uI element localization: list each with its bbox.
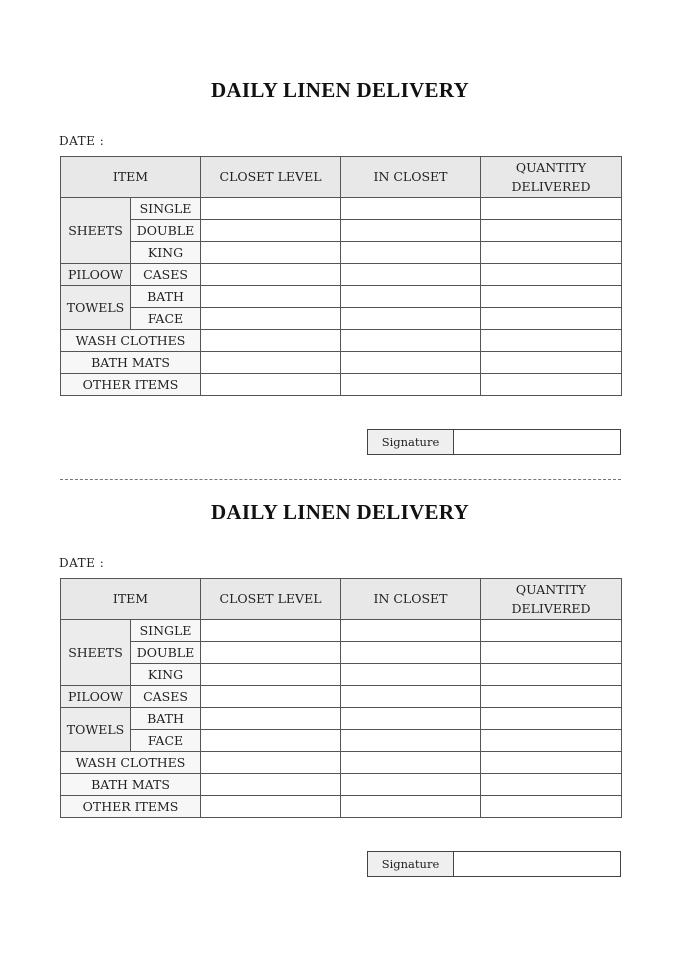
table-row [61, 264, 622, 286]
item-bath-mats: BATH MATS [61, 352, 201, 374]
table-row [61, 752, 622, 774]
closet-level-cell[interactable] [201, 796, 341, 818]
item-double: DOUBLE [131, 642, 201, 664]
in-closet-cell[interactable] [341, 642, 481, 664]
table-row [61, 374, 622, 396]
date-label: DATE : [59, 556, 105, 570]
group-sheets: SHEETS [61, 198, 131, 264]
header-item: ITEM [61, 157, 201, 198]
closet-level-cell[interactable] [201, 774, 341, 796]
header-item: ITEM [61, 579, 201, 620]
linen-table [60, 156, 622, 396]
group-towels: TOWELS [61, 708, 131, 752]
header-quantity-delivered: QUANTITY DELIVERED [481, 157, 622, 198]
linen-table [60, 578, 622, 818]
in-closet-cell[interactable] [341, 330, 481, 352]
item-single: SINGLE [131, 620, 201, 642]
date-label: DATE : [59, 134, 105, 148]
group-towels: TOWELS [61, 286, 131, 330]
table-row [61, 220, 622, 242]
in-closet-cell[interactable] [341, 686, 481, 708]
in-closet-cell[interactable] [341, 620, 481, 642]
quantity-delivered-cell[interactable] [481, 708, 622, 730]
item-face: FACE [131, 730, 201, 752]
signature-field[interactable] [454, 430, 621, 455]
table-row [61, 774, 622, 796]
item-other-items: OTHER ITEMS [61, 796, 201, 818]
in-closet-cell[interactable] [341, 286, 481, 308]
header-in-closet: IN CLOSET [341, 157, 481, 198]
signature-label: Signature [368, 852, 454, 877]
signature-label: Signature [368, 430, 454, 455]
in-closet-cell[interactable] [341, 198, 481, 220]
quantity-delivered-cell[interactable] [481, 330, 622, 352]
item-king: KING [131, 664, 201, 686]
table-row [61, 330, 622, 352]
quantity-delivered-cell[interactable] [481, 374, 622, 396]
table-row [61, 308, 622, 330]
item-bath: BATH [131, 286, 201, 308]
closet-level-cell[interactable] [201, 686, 341, 708]
closet-level-cell[interactable] [201, 374, 341, 396]
quantity-delivered-cell[interactable] [481, 352, 622, 374]
closet-level-cell[interactable] [201, 730, 341, 752]
quantity-delivered-cell[interactable] [481, 620, 622, 642]
in-closet-cell[interactable] [341, 220, 481, 242]
item-other-items: OTHER ITEMS [61, 374, 201, 396]
closet-level-cell[interactable] [201, 308, 341, 330]
quantity-delivered-cell[interactable] [481, 642, 622, 664]
table-row [61, 286, 622, 308]
in-closet-cell[interactable] [341, 242, 481, 264]
in-closet-cell[interactable] [341, 664, 481, 686]
header-closet-level: CLOSET LEVEL [201, 157, 341, 198]
table-row [61, 242, 622, 264]
form-title: DAILY LINEN DELIVERY [210, 78, 470, 102]
item-cases: CASES [131, 264, 201, 286]
group-sheets: SHEETS [61, 620, 131, 686]
quantity-delivered-cell[interactable] [481, 264, 622, 286]
closet-level-cell[interactable] [201, 708, 341, 730]
closet-level-cell[interactable] [201, 220, 341, 242]
header-row [61, 579, 622, 620]
signature-box [367, 429, 621, 455]
item-cases: CASES [131, 686, 201, 708]
closet-level-cell[interactable] [201, 286, 341, 308]
closet-level-cell[interactable] [201, 242, 341, 264]
table-row [61, 642, 622, 664]
in-closet-cell[interactable] [341, 730, 481, 752]
closet-level-cell[interactable] [201, 330, 341, 352]
quantity-delivered-cell[interactable] [481, 198, 622, 220]
table-row [61, 730, 622, 752]
item-king: KING [131, 242, 201, 264]
quantity-delivered-cell[interactable] [481, 774, 622, 796]
quantity-delivered-cell[interactable] [481, 242, 622, 264]
quantity-delivered-cell[interactable] [481, 686, 622, 708]
in-closet-cell[interactable] [341, 796, 481, 818]
header-row [61, 157, 622, 198]
quantity-delivered-cell[interactable] [481, 220, 622, 242]
quantity-delivered-cell[interactable] [481, 752, 622, 774]
item-single: SINGLE [131, 198, 201, 220]
signature-box [367, 851, 621, 877]
in-closet-cell[interactable] [341, 374, 481, 396]
in-closet-cell[interactable] [341, 308, 481, 330]
in-closet-cell[interactable] [341, 352, 481, 374]
item-face: FACE [131, 308, 201, 330]
signature-field[interactable] [454, 852, 621, 877]
cut-line-divider [60, 479, 621, 480]
closet-level-cell[interactable] [201, 198, 341, 220]
item-wash-clothes: WASH CLOTHES [61, 752, 201, 774]
table-row [61, 352, 622, 374]
form-title: DAILY LINEN DELIVERY [210, 500, 470, 524]
group-pillow: PILOOW [61, 686, 131, 708]
in-closet-cell[interactable] [341, 264, 481, 286]
closet-level-cell[interactable] [201, 620, 341, 642]
table-row [61, 686, 622, 708]
closet-level-cell[interactable] [201, 664, 341, 686]
item-double: DOUBLE [131, 220, 201, 242]
closet-level-cell[interactable] [201, 352, 341, 374]
group-pillow: PILOOW [61, 264, 131, 286]
quantity-delivered-cell[interactable] [481, 664, 622, 686]
table-row [61, 664, 622, 686]
quantity-delivered-cell[interactable] [481, 796, 622, 818]
table-row [61, 198, 622, 220]
item-wash-clothes: WASH CLOTHES [61, 330, 201, 352]
closet-level-cell[interactable] [201, 752, 341, 774]
quantity-delivered-cell[interactable] [481, 308, 622, 330]
in-closet-cell[interactable] [341, 708, 481, 730]
table-row [61, 620, 622, 642]
table-row [61, 708, 622, 730]
closet-level-cell[interactable] [201, 642, 341, 664]
in-closet-cell[interactable] [341, 774, 481, 796]
header-quantity-delivered: QUANTITY DELIVERED [481, 579, 622, 620]
closet-level-cell[interactable] [201, 264, 341, 286]
header-in-closet: IN CLOSET [341, 579, 481, 620]
table-row [61, 796, 622, 818]
in-closet-cell[interactable] [341, 752, 481, 774]
quantity-delivered-cell[interactable] [481, 286, 622, 308]
quantity-delivered-cell[interactable] [481, 730, 622, 752]
item-bath: BATH [131, 708, 201, 730]
item-bath-mats: BATH MATS [61, 774, 201, 796]
header-closet-level: CLOSET LEVEL [201, 579, 341, 620]
